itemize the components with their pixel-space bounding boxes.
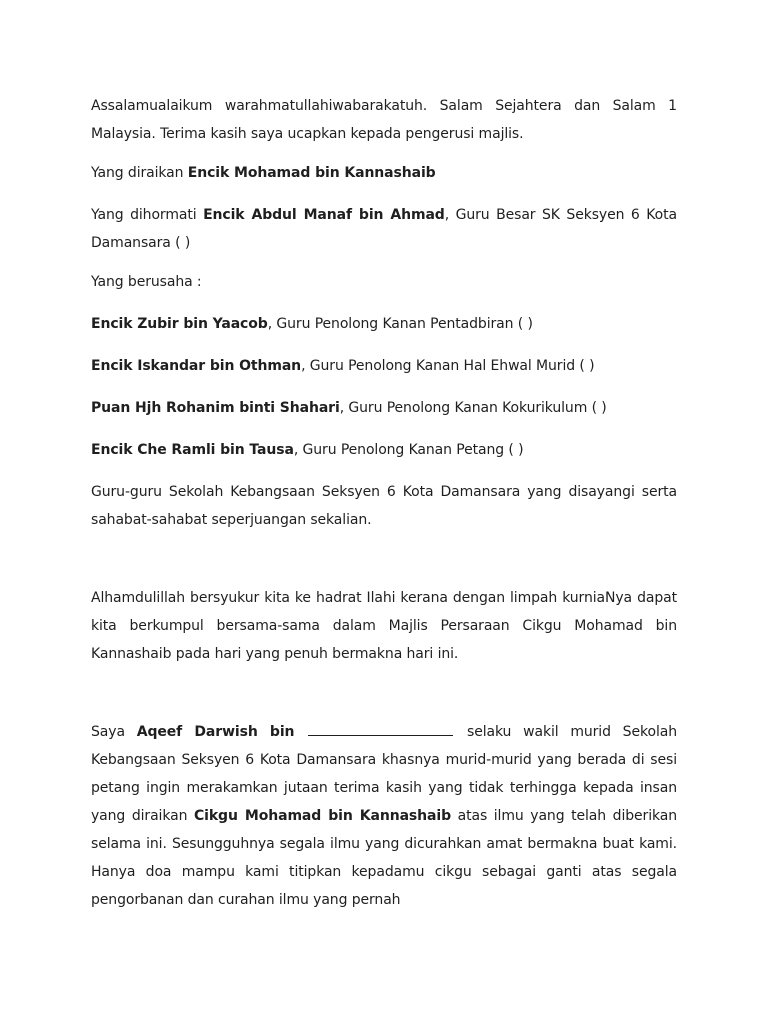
honoree-name: Encik Mohamad bin Kannashaib xyxy=(187,165,436,181)
speaker-name: Aqeef Darwish bin xyxy=(136,724,295,740)
officer-line xyxy=(91,436,677,464)
honoree-mention: Cikgu Mohamad bin Kannashaib xyxy=(193,808,451,824)
document-page xyxy=(91,92,677,914)
teachers-paragraph: Guru-guru Sekolah Kebangsaan Seksyen 6 Kota Damansara yang disayangi serta sahabat-sahabat seperjuangan sekalian. xyxy=(91,484,677,528)
name-blank-line xyxy=(308,721,453,736)
officer-name: Encik Che Ramli bin Tausa xyxy=(91,442,294,458)
speech-middle: selaku wakil murid Sekolah Kebangsaan Seksyen 6 Kota Damansara khasnya murid-murid yang berada di sesi petang ingin merakamkan jutaan terima kasih yang tidak terhingga kepada insan yang diraikan xyxy=(91,724,677,824)
greeting-paragraph: Assalamualaikum warahmatullahiwabarakatuh. Salam Sejahtera dan Salam 1 Malaysia. Terima kasih saya ucapkan kepada pengerusi majlis. xyxy=(91,98,677,142)
headmaster-name: Encik Abdul Manaf bin Ahmad xyxy=(203,207,445,223)
speech-suffix: atas ilmu yang telah diberikan selama ini. Sesungguhnya segala ilmu yang dicurahkan amat bermakna buat kami. Hanya doa mampu kami titipkan kepadamu cikgu sebagai ganti atas segala pengorbanan dan curahan ilmu yang pernah xyxy=(91,808,677,908)
officer-line xyxy=(91,352,677,380)
honoree-prefix: Yang diraikan xyxy=(91,165,188,181)
officer-name: Puan Hjh Rohanim binti Shahari xyxy=(91,400,340,416)
officer-line xyxy=(91,310,677,338)
officer-line xyxy=(91,394,677,422)
honoree-line xyxy=(91,159,677,187)
officer-name: Encik Zubir bin Yaacob xyxy=(91,316,268,332)
officers-heading: Yang berusaha : xyxy=(91,274,202,290)
headmaster-paragraph xyxy=(91,201,677,257)
officer-name: Encik Iskandar bin Othman xyxy=(91,358,302,374)
officer-role: , Guru Penolong Kanan Kokurikulum ( ) xyxy=(339,400,607,416)
headmaster-prefix: Yang dihormati xyxy=(91,207,204,223)
speech-prefix: Saya xyxy=(91,724,137,740)
gratitude-paragraph: Alhamdulillah bersyukur kita ke hadrat Ilahi kerana dengan limpah kurniaNya dapat kita berkumpul bersama-sama dalam Majlis Persaraan Cikgu Mohamad bin Kannashaib pada hari yang penuh bermakna hari ini. xyxy=(91,590,677,662)
officer-role: , Guru Penolong Kanan Hal Ehwal Murid ( ) xyxy=(301,358,595,374)
speech-paragraph xyxy=(91,718,677,914)
headmaster-title: , Guru Besar SK Seksyen 6 Kota Damansara ( ) xyxy=(91,207,677,251)
officer-role: , Guru Penolong Kanan Petang ( ) xyxy=(293,442,524,458)
officer-role: , Guru Penolong Kanan Pentadbiran ( ) xyxy=(267,316,533,332)
